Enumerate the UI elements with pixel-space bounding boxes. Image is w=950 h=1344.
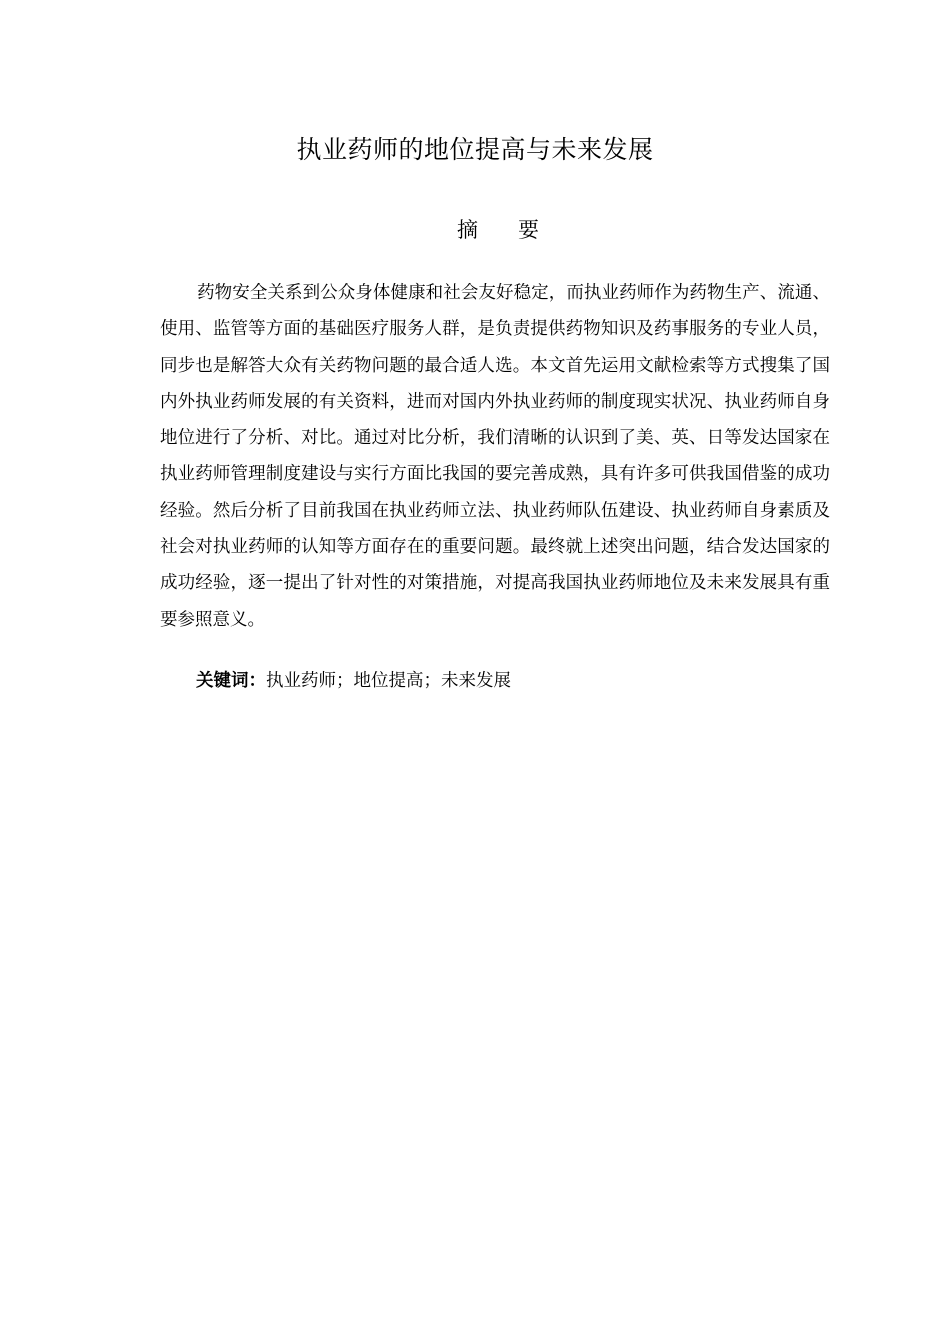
abstract-paragraph — [160, 275, 830, 638]
abstract-heading — [0, 212, 950, 248]
keywords-label: 关键词： — [196, 671, 266, 691]
keywords-line — [196, 663, 836, 699]
document-title: 执业药师的地位提高与未来发展 — [296, 135, 654, 164]
abstract-heading-char-2: 要 — [518, 218, 539, 242]
abstract-heading-char-1: 摘 — [457, 218, 478, 242]
abstract-body-text: 药物安全关系到公众身体健康和社会友好稳定，而执业药师作为药物生产、流通、使用、监管等方面的基础医疗服务人群，是负责提供药物知识及药事服务的专业人员，同步也是解答大众有关药物问题的最合适人选。本文首先运用文献检索等方式搜集了国内外执业药师发展的有关资料，进而对国内外执业药师的制度现实状况、执业药师自身地位进行了分析、对比。通过对比分析，我们清晰的认识到了美、英、日等发达国家在执业药师管理制度建设与实行方面比我国的要完善成熟，具有许多可供我国借鉴的成功经验。然后分析了目前我国在执业药师立法、执业药师队伍建设、执业药师自身素质及社会对执业药师的认知等方面存在的重要问题。最终就上述突出问题，结合发达国家的成功经验，逐一提出了针对性的对策措施，对提高我国执业药师地位及未来发展具有重要参照意义。 — [160, 283, 830, 630]
keywords-value: 执业药师；地位提高；未来发展 — [266, 671, 511, 691]
